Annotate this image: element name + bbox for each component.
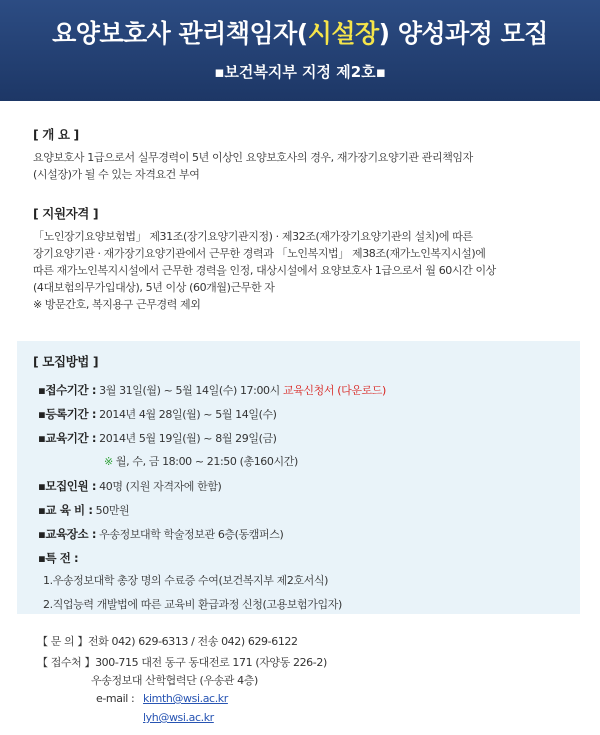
- overview-line: 요양보호사 1급으로서 실무경력이 5년 이상인 요양보호사의 경우, 재가장기요양기관 관리책임자: [33, 151, 473, 164]
- reception-office-detail: 우송정보대 산학협력단 (우송관 4층): [91, 674, 258, 687]
- qualification-line: 따른 재가노인복지시설에서 근무한 경력을 인정, 대상시설에서 요양보호사 1급으로서 월 60시간 이상: [33, 264, 496, 277]
- apply-label: ▪접수기간 :: [38, 383, 97, 397]
- schedule-note: [104, 453, 298, 470]
- fee-label: ▪교 육 비 :: [38, 503, 93, 517]
- overview-text: [33, 149, 573, 183]
- apply-value: 3월 31일(월) ~ 5월 14일(수) 17:00시: [96, 384, 283, 397]
- title-highlight: 시설장: [307, 19, 379, 48]
- note-mark: ※: [104, 455, 113, 468]
- tuition-fee: [38, 502, 129, 519]
- special-benefits: [38, 550, 78, 567]
- page-title: [0, 14, 600, 50]
- place-label: ▪교육장소 :: [38, 527, 97, 541]
- education-place: [38, 526, 283, 543]
- title-text-end: ) 양성과정 모집: [378, 19, 548, 48]
- education-period: [38, 430, 277, 447]
- recruit-count: [38, 478, 221, 495]
- period-label: ▪교육기간 :: [38, 431, 97, 445]
- inquiry-contact: 【 문 의 】전화 042) 629-6313 / 전송 042) 629-6122: [37, 635, 298, 648]
- qualification-line: 장기요양기관 · 재가장기요양기관에서 근무한 경력과 「노인복지법」 제38조(재가노인복지시설)에: [33, 247, 486, 260]
- qualification-text: [33, 228, 573, 313]
- page-subtitle: ▪보건복지부 지정 제2호▪: [214, 63, 386, 81]
- email-label: e-mail :: [96, 692, 135, 705]
- overview-heading: [ 개 요 ]: [33, 127, 79, 142]
- reception-office: 【 접수처 】300-715 대전 동구 동대전로 171 (자양동 226-2): [37, 656, 327, 669]
- fee-value: 50만원: [92, 504, 130, 517]
- page-header: [0, 0, 600, 101]
- qualification-line: 「노인장기요양보험법」 제31조(장기요양기관지정) · 제32조(재가장기요양기관의 설치)에 따른: [33, 230, 473, 243]
- apply-period: [38, 382, 386, 399]
- benefit-item: 1.우송정보대학 총장 명의 수료증 수여(보건복지부 제2호서식): [43, 574, 328, 587]
- recruit-heading: [ 모집방법 ]: [33, 354, 99, 369]
- register-period: [38, 406, 277, 423]
- application-download-link[interactable]: 교육신청서 (다운로드): [282, 384, 386, 397]
- email-link[interactable]: lyh@wsi.ac.kr: [143, 711, 214, 724]
- special-label: ▪특 전 :: [38, 551, 79, 565]
- email-link[interactable]: kimth@wsi.ac.kr: [143, 692, 228, 705]
- qualification-line: (4대보험의무가입대상), 5년 이상 (60개월)근무한 자: [33, 281, 275, 294]
- register-label: ▪등록기간 :: [38, 407, 97, 421]
- qualification-heading: [ 지원자격 ]: [33, 206, 99, 221]
- period-value: 2014년 5월 19일(월) ~ 8월 29일(금): [96, 432, 277, 445]
- people-label: ▪모집인원 :: [38, 479, 97, 493]
- note-value: 월, 수, 금 18:00 ~ 21:50 (총160시간): [112, 455, 298, 468]
- place-value: 우송정보대학 학술정보관 6층(동캠퍼스): [96, 528, 284, 541]
- register-value: 2014년 4월 28일(월) ~ 5월 14일(수): [96, 408, 277, 421]
- qualification-line: ※ 방문간호, 복지용구 근무경력 제외: [33, 298, 201, 311]
- people-value: 40명 (지원 자격자에 한함): [96, 480, 222, 493]
- benefit-item: 2.직업능력 개발법에 따른 교육비 환급과정 신청(고용보험가입자): [43, 598, 342, 611]
- overview-line: (시설장)가 될 수 있는 자격요건 부여: [33, 168, 200, 181]
- title-text: 요양보호사 관리책임자(: [52, 19, 308, 48]
